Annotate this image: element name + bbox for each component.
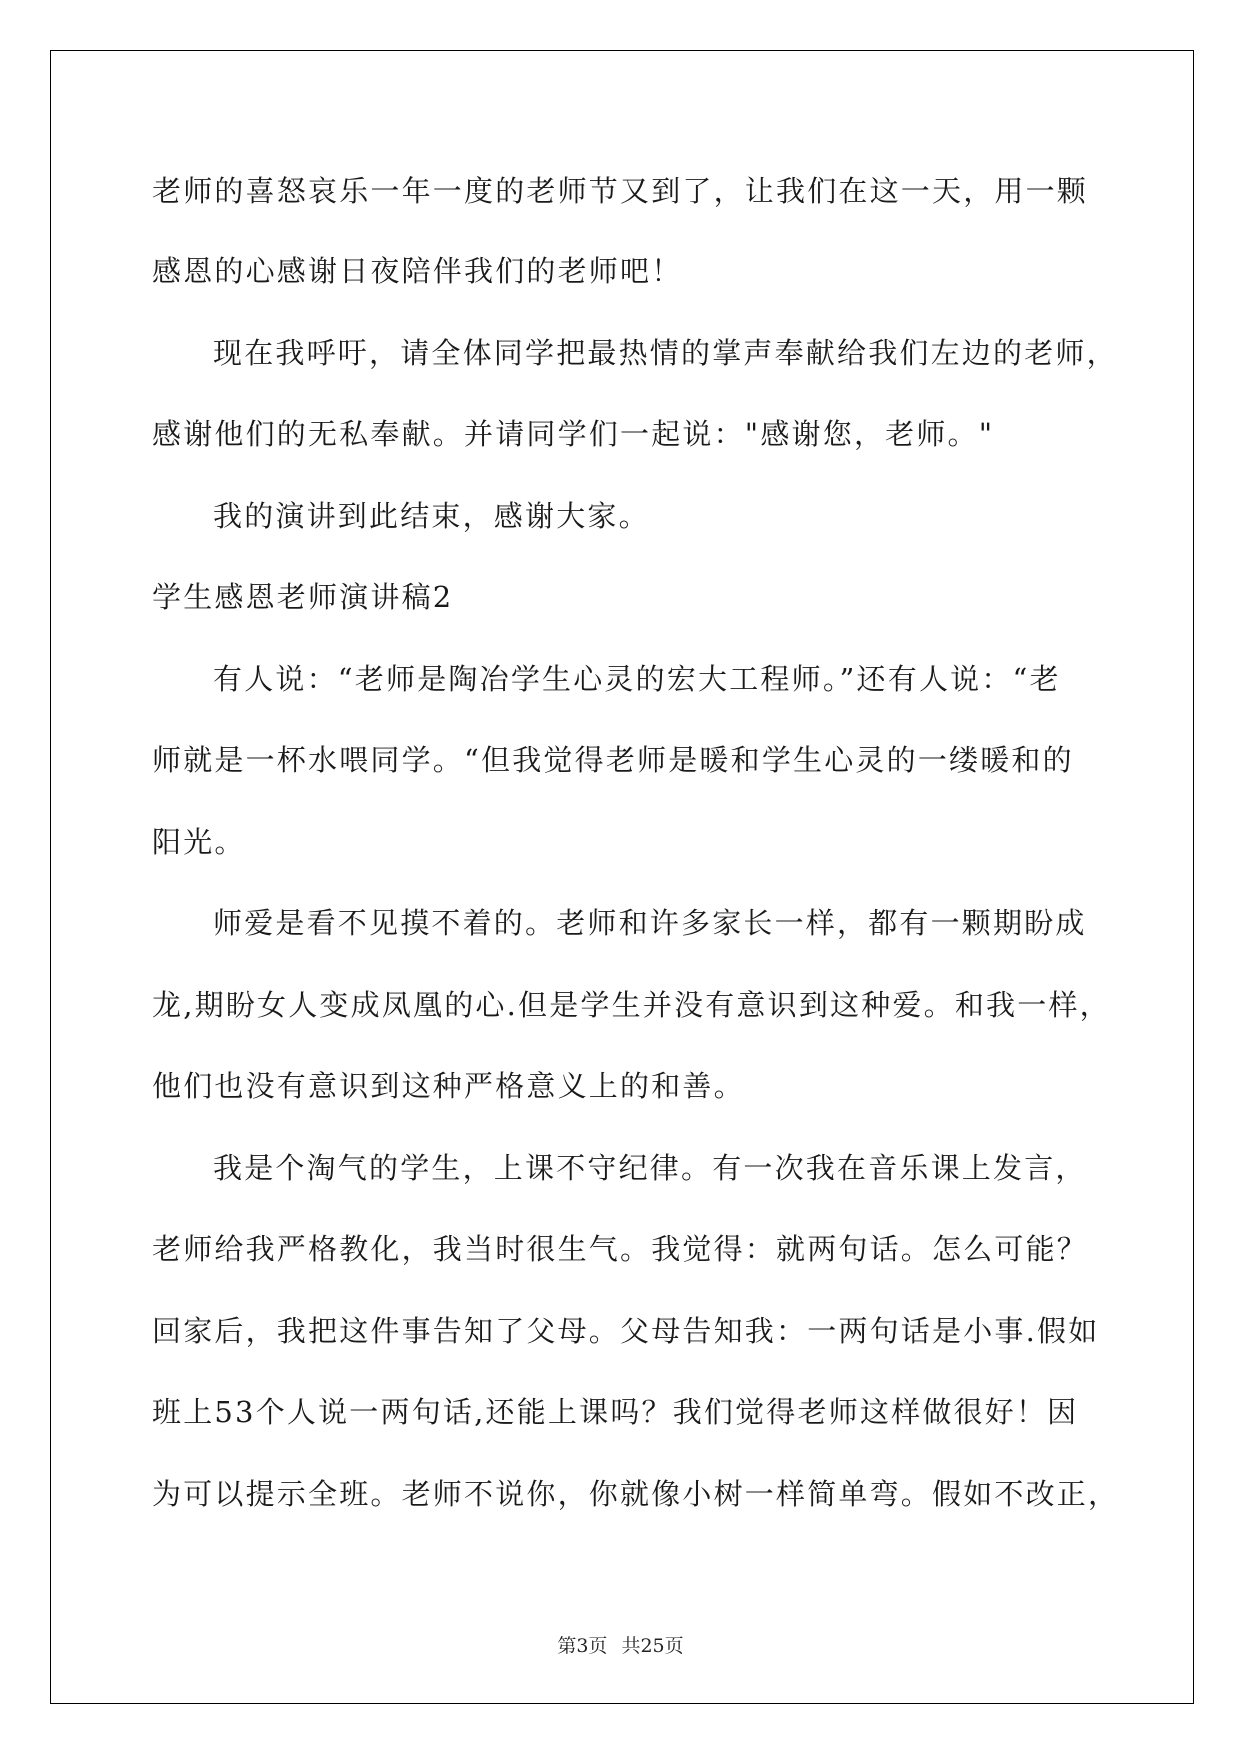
page-number: 第3页: [557, 1635, 608, 1657]
body-line: 感谢他们的无私奉献。并请同学们一起说："感谢您，老师。": [152, 417, 995, 451]
body-line: 他们也没有意识到这种严格意义上的和善。: [152, 1069, 745, 1103]
body-line: 回家后，我把这件事告知了父母。父母告知我：一两句话是小事.假如: [152, 1314, 1100, 1348]
section-heading: 学生感恩老师演讲稿2: [152, 580, 454, 614]
body-line: 有人说：“老师是陶冶学生心灵的宏大工程师。”还有人说：“老: [213, 662, 1061, 696]
body-line: 班上53个人说一两句话,还能上课吗？我们觉得老师这样做很好！因: [152, 1395, 1079, 1429]
page-total: 共25页: [621, 1635, 684, 1657]
body-line: 感恩的心感谢日夜陪伴我们的老师吧！: [152, 254, 683, 288]
body-line: 阳光。: [152, 825, 246, 859]
body-line: 师就是一杯水喂同学。“但我觉得老师是暖和学生心灵的一缕暖和的: [152, 743, 1074, 777]
body-line: 我的演讲到此结束，感谢大家。: [213, 499, 650, 533]
page-footer: [0, 1631, 1241, 1658]
body-line: 我是个淘气的学生，上课不守纪律。有一次我在音乐课上发言，: [213, 1151, 1087, 1185]
body-line: 龙,期盼女人变成凤凰的心.但是学生并没有意识到这种爱。和我一样，: [152, 988, 1111, 1022]
body-line: 为可以提示全班。老师不说你，你就像小树一样简单弯。假如不改正，: [152, 1477, 1120, 1511]
body-line: 老师给我严格教化，我当时很生气。我觉得：就两句话。怎么可能？: [152, 1232, 1089, 1266]
page-border: [50, 50, 1194, 1704]
body-line: 师爱是看不见摸不着的。老师和许多家长一样，都有一颗期盼成: [213, 906, 1087, 940]
body-line: 老师的喜怒哀乐一年一度的老师节又到了，让我们在这一天，用一颗: [152, 174, 1089, 208]
body-line: 现在我呼吁，请全体同学把最热情的掌声奉献给我们左边的老师，: [213, 336, 1118, 370]
